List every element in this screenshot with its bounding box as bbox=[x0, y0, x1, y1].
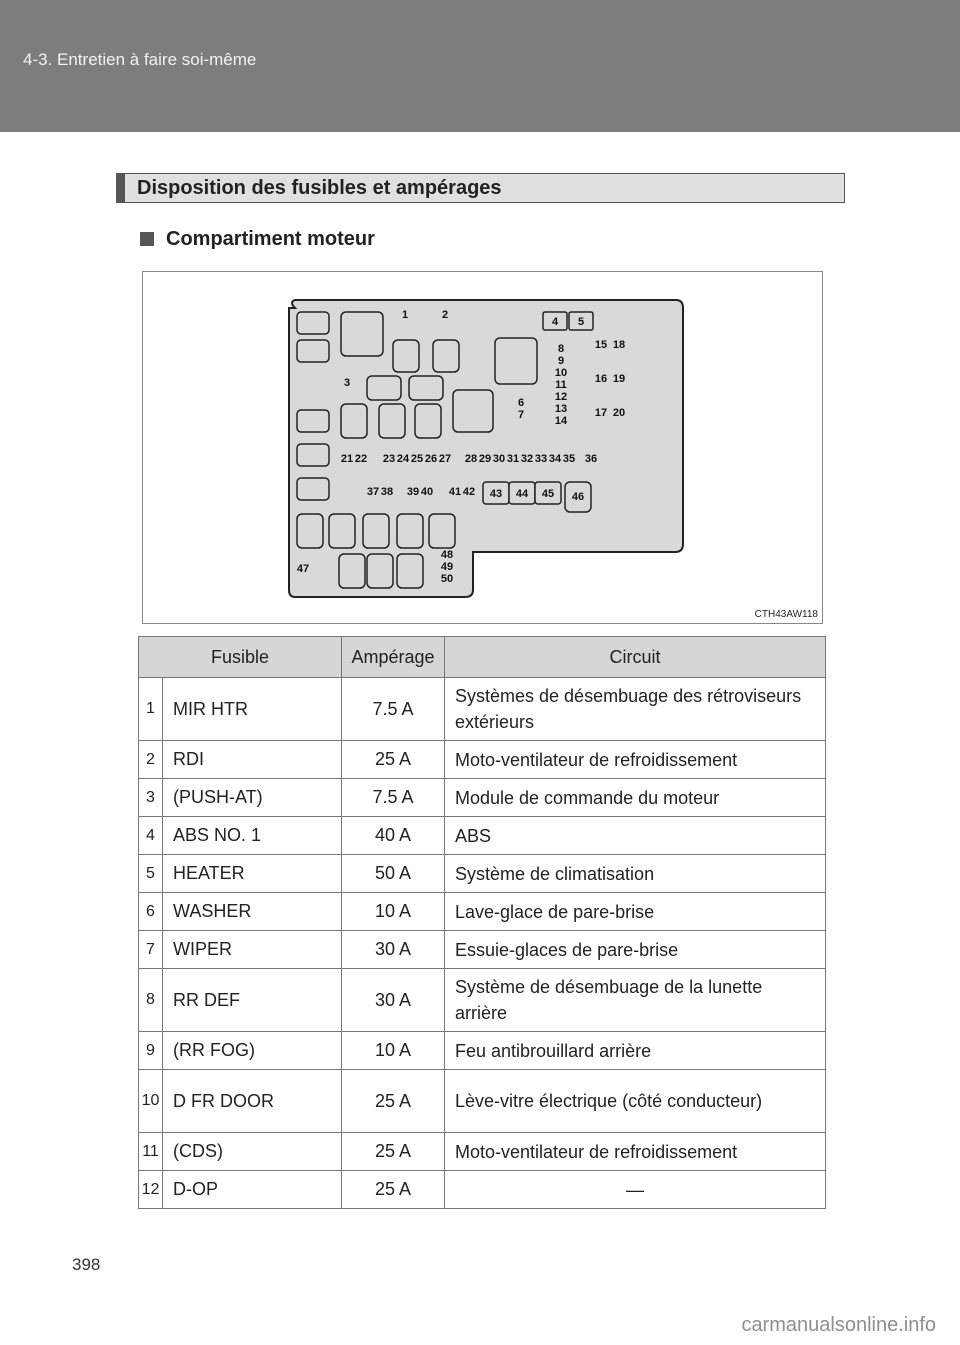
table-row bbox=[139, 855, 826, 893]
fuse-label: 36 bbox=[584, 453, 598, 465]
fuse-name: (PUSH-AT) bbox=[163, 779, 342, 817]
fuse-name: D-OP bbox=[163, 1171, 342, 1209]
fuse-name: WASHER bbox=[163, 893, 342, 931]
fuse-label: 10 bbox=[554, 367, 568, 379]
fuse-label: 44 bbox=[515, 488, 529, 500]
fuse-label: 45 bbox=[541, 488, 555, 500]
section-heading bbox=[116, 173, 845, 203]
fuse-label: 43 bbox=[489, 488, 503, 500]
fuse-label: 7 bbox=[517, 409, 525, 421]
relay-socket bbox=[379, 404, 405, 438]
fuse-circuit: Système de désembuage de la lunette arrière bbox=[445, 969, 826, 1032]
fuse-label: 35 bbox=[562, 453, 576, 465]
fuse-circuit: Lève-vitre électrique (côté conducteur) bbox=[445, 1070, 826, 1133]
fuse-circuit: Systèmes de désembuage des rétroviseurs extérieurs bbox=[445, 678, 826, 741]
relay-socket bbox=[367, 376, 401, 400]
table-row bbox=[139, 1133, 826, 1171]
relay-socket bbox=[367, 554, 393, 588]
fuse-label: 21 bbox=[340, 453, 354, 465]
fuse-label: 49 bbox=[440, 561, 454, 573]
table-header-row bbox=[139, 637, 826, 678]
table-row bbox=[139, 969, 826, 1032]
subsection-title: Compartiment moteur bbox=[166, 228, 375, 250]
fuse-circuit: Système de climatisation bbox=[445, 855, 826, 893]
relay-socket bbox=[363, 514, 389, 548]
relay-socket bbox=[397, 514, 423, 548]
watermark: carmanualsonline.info bbox=[741, 1314, 936, 1336]
fuse-name: MIR HTR bbox=[163, 678, 342, 741]
fuse-label: 20 bbox=[612, 407, 626, 419]
fuse-label: 27 bbox=[438, 453, 452, 465]
relay-socket bbox=[297, 410, 329, 432]
breadcrumb: 4-3. Entretien à faire soi-même bbox=[23, 50, 257, 69]
fuse-label: 9 bbox=[557, 355, 565, 367]
fuse-label: 17 bbox=[594, 407, 608, 419]
fuse-name: RDI bbox=[163, 741, 342, 779]
fuse-circuit: ABS bbox=[445, 817, 826, 855]
fuse-label: 26 bbox=[424, 453, 438, 465]
relay-large bbox=[341, 312, 383, 356]
fuse-name: (CDS) bbox=[163, 1133, 342, 1171]
fuse-circuit: Feu antibrouillard arrière bbox=[445, 1032, 826, 1070]
fuse-number: 11 bbox=[139, 1133, 163, 1171]
fuse-amperage: 50 A bbox=[342, 855, 445, 893]
fuse-label: 40 bbox=[420, 486, 434, 498]
fuse-label: 39 bbox=[406, 486, 420, 498]
relay-socket bbox=[297, 478, 329, 500]
fuse-label: 47 bbox=[296, 563, 310, 575]
relay-socket bbox=[415, 404, 441, 438]
fuse-label: 33 bbox=[534, 453, 548, 465]
fuse-circuit: Moto-ventilateur de refroidissement bbox=[445, 1133, 826, 1171]
fuse-label: 3 bbox=[343, 377, 351, 389]
fuse-table bbox=[138, 636, 826, 1209]
fuse-number: 6 bbox=[139, 893, 163, 931]
fuse-label: 16 bbox=[594, 373, 608, 385]
relay-socket bbox=[409, 376, 443, 400]
fuse-number: 9 bbox=[139, 1032, 163, 1070]
fuse-number: 5 bbox=[139, 855, 163, 893]
relay-large bbox=[453, 390, 493, 432]
fuse-name: ABS NO. 1 bbox=[163, 817, 342, 855]
fuse-amperage: 25 A bbox=[342, 1171, 445, 1209]
fuse-label: 18 bbox=[612, 339, 626, 351]
relay-socket bbox=[297, 312, 329, 334]
fuse-circuit: Moto-ventilateur de refroidissement bbox=[445, 741, 826, 779]
fuse-label: 22 bbox=[354, 453, 368, 465]
fuse-name: D FR DOOR bbox=[163, 1070, 342, 1133]
relay-socket bbox=[297, 514, 323, 548]
header-amperage: Ampérage bbox=[342, 637, 445, 678]
table-row bbox=[139, 1171, 826, 1209]
subsection-heading bbox=[140, 228, 375, 251]
fuse-label: 12 bbox=[554, 391, 568, 403]
fuse-amperage: 25 A bbox=[342, 1133, 445, 1171]
relay-socket bbox=[341, 404, 367, 438]
fuse-name: WIPER bbox=[163, 931, 342, 969]
fuse-label: 2 bbox=[441, 309, 449, 321]
fuse-label: 11 bbox=[555, 379, 567, 391]
fuse-amperage: 40 A bbox=[342, 817, 445, 855]
fuse-label: 5 bbox=[577, 316, 585, 328]
fuse-box-illustration bbox=[143, 272, 824, 625]
fuse-amperage: 7.5 A bbox=[342, 678, 445, 741]
relay-socket bbox=[433, 340, 459, 372]
fuse-label: 8 bbox=[557, 343, 565, 355]
fuse-label: 38 bbox=[380, 486, 394, 498]
table-row bbox=[139, 931, 826, 969]
fuse-label: 6 bbox=[517, 397, 525, 409]
fuse-label: 48 bbox=[440, 549, 454, 561]
section-title: Disposition des fusibles et ampérages bbox=[137, 177, 502, 199]
fuse-circuit: Module de commande du moteur bbox=[445, 779, 826, 817]
fuse-label: 24 bbox=[396, 453, 410, 465]
table-row bbox=[139, 1032, 826, 1070]
fuse-amperage: 25 A bbox=[342, 1070, 445, 1133]
header-circuit: Circuit bbox=[445, 637, 826, 678]
fuse-number: 7 bbox=[139, 931, 163, 969]
fuse-label: 30 bbox=[492, 453, 506, 465]
fuse-amperage: 10 A bbox=[342, 893, 445, 931]
table-row bbox=[139, 741, 826, 779]
header-fuse: Fusible bbox=[139, 637, 342, 678]
relay-socket bbox=[393, 340, 419, 372]
fuse-number: 4 bbox=[139, 817, 163, 855]
fuse-number: 10 bbox=[139, 1070, 163, 1133]
fuse-label: 32 bbox=[520, 453, 534, 465]
fuse-amperage: 7.5 A bbox=[342, 779, 445, 817]
fuse-number: 2 bbox=[139, 741, 163, 779]
relay-socket bbox=[297, 444, 329, 466]
relay-socket bbox=[397, 554, 423, 588]
fuse-label: 1 bbox=[401, 309, 409, 321]
fuse-number: 8 bbox=[139, 969, 163, 1032]
page-number: 398 bbox=[72, 1255, 101, 1274]
fuse-label: 4 bbox=[551, 316, 559, 328]
table-row bbox=[139, 1070, 826, 1133]
relay-large bbox=[495, 338, 537, 384]
fuse-amperage: 30 A bbox=[342, 969, 445, 1032]
square-bullet-icon bbox=[140, 232, 154, 246]
fuse-name: (RR FOG) bbox=[163, 1032, 342, 1070]
fuse-circuit: — bbox=[445, 1171, 826, 1209]
fuse-name: RR DEF bbox=[163, 969, 342, 1032]
relay-socket bbox=[329, 514, 355, 548]
fuse-number: 12 bbox=[139, 1171, 163, 1209]
table-row bbox=[139, 779, 826, 817]
fuse-label: 31 bbox=[506, 453, 520, 465]
table-row bbox=[139, 678, 826, 741]
fuse-label: 19 bbox=[612, 373, 626, 385]
fuse-amperage: 10 A bbox=[342, 1032, 445, 1070]
fuse-label: 41 bbox=[448, 486, 462, 498]
fuse-label: 23 bbox=[382, 453, 396, 465]
fuse-circuit: Lave-glace de pare-brise bbox=[445, 893, 826, 931]
fuse-label: 29 bbox=[478, 453, 492, 465]
fuse-number: 3 bbox=[139, 779, 163, 817]
fuse-number: 1 bbox=[139, 678, 163, 741]
fuse-amperage: 25 A bbox=[342, 741, 445, 779]
fuse-label: 28 bbox=[464, 453, 478, 465]
table-row bbox=[139, 817, 826, 855]
fuse-label: 37 bbox=[366, 486, 380, 498]
fuse-label: 46 bbox=[571, 491, 585, 503]
fuse-label: 14 bbox=[554, 415, 568, 427]
fuse-label: 42 bbox=[462, 486, 476, 498]
relay-socket bbox=[339, 554, 365, 588]
fuse-label: 34 bbox=[548, 453, 562, 465]
fuse-label: 15 bbox=[594, 339, 608, 351]
relay-socket bbox=[297, 340, 329, 362]
relay-socket bbox=[429, 514, 455, 548]
fuse-label: 13 bbox=[554, 403, 568, 415]
fuse-label: 25 bbox=[410, 453, 424, 465]
table-row bbox=[139, 893, 826, 931]
fuse-circuit: Essuie-glaces de pare-brise bbox=[445, 931, 826, 969]
fuse-box-diagram bbox=[142, 271, 823, 624]
fuse-name: HEATER bbox=[163, 855, 342, 893]
heading-accent-bar bbox=[117, 174, 125, 202]
figure-code: CTH43AW118 bbox=[754, 609, 818, 620]
fuse-amperage: 30 A bbox=[342, 931, 445, 969]
fuse-label: 50 bbox=[440, 573, 454, 585]
header-bar bbox=[0, 0, 960, 132]
